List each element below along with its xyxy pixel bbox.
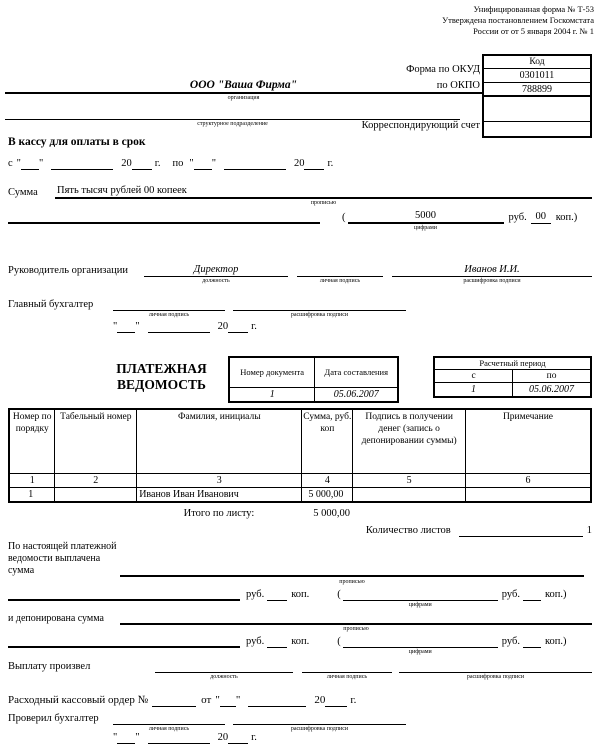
col-header-num: Номер по порядку: [9, 409, 55, 473]
paid-continuation-blank: [8, 588, 240, 601]
rub-label: руб.: [246, 589, 265, 600]
period-from-value: 1: [434, 382, 513, 397]
year-suffix: г.: [154, 158, 161, 169]
sum-figures-value: 5000: [348, 209, 504, 224]
year-suffix: г.: [350, 694, 357, 706]
signature-decryption-label: расшифровка подписи: [290, 312, 349, 318]
year-suffix: г.: [327, 158, 334, 169]
year-prefix: 20: [217, 321, 229, 332]
kop-label: коп.): [544, 589, 567, 600]
signature-decryption-label: расшифровка подписи: [290, 726, 349, 732]
signature-decryption-label: расшифровка подписи: [466, 674, 525, 680]
approval-line: России от от 5 января 2004 г. № 1: [473, 26, 594, 37]
signature-decryption-label: расшифровка подписи: [463, 278, 521, 284]
day-blank: [194, 157, 212, 170]
personal-signature-label: личная подпись: [148, 726, 190, 732]
paid-figures-field: [343, 588, 498, 608]
col-number: 2: [55, 473, 137, 487]
row-num: 1: [9, 487, 55, 502]
checked-name-blank: [233, 712, 406, 725]
in-words-label: прописью: [339, 579, 365, 585]
deposited-words-blank: [120, 612, 592, 625]
doc-number-label: Номер документа: [229, 357, 315, 387]
head-name-value: Иванов И.И.: [392, 263, 592, 277]
checked-name-field: [233, 712, 406, 732]
deposited-continuation-blank: [8, 635, 240, 648]
chief-date-line: [113, 320, 257, 333]
row-tabnum: [55, 487, 137, 502]
sheets-row: [8, 524, 592, 537]
corr-account-label: Корреспондирующий счет: [361, 120, 480, 131]
month-blank: [148, 731, 210, 744]
paid-figures-row: [8, 588, 567, 608]
quote-mark: ": [113, 321, 118, 332]
okud-label: Форма по ОКУД: [406, 64, 480, 75]
head-position-value: Директор: [144, 263, 288, 277]
performed-sign-field: [302, 660, 392, 680]
sum-words-row: [8, 184, 592, 206]
deposited-figures-field: [343, 635, 498, 655]
deposited-row: [8, 612, 592, 632]
approval-note: [442, 4, 594, 37]
sum-label: Сумма: [8, 187, 38, 198]
period-title: Расчетный период: [434, 357, 591, 369]
quote-mark: ": [16, 158, 21, 169]
kop-label: коп.): [544, 636, 567, 647]
rub-blank: [267, 588, 287, 601]
year-blank: [228, 731, 248, 744]
head-signature-row: [8, 263, 592, 284]
paid-words-blank: [120, 564, 584, 577]
month-blank: [51, 157, 113, 170]
table-header-row: [9, 409, 591, 473]
deposited-figures-blank: [343, 635, 498, 648]
sheets-blank: [459, 524, 583, 537]
organization-label: организация: [227, 95, 260, 101]
kassa-title: В кассу для оплаты в срок: [8, 136, 146, 148]
kop-blank: [523, 588, 541, 601]
checked-sign-field: [113, 712, 225, 732]
okpo-label: по ОКПО: [436, 80, 480, 91]
personal-signature-label: личная подпись: [326, 674, 368, 680]
sheets-label: Количество листов: [365, 525, 451, 536]
sum-figures-field: [348, 209, 504, 231]
quote-mark: ": [135, 732, 140, 743]
doc-date-label: Дата составления: [315, 357, 398, 387]
okud-value: 0301011: [484, 69, 590, 83]
year-prefix: 20: [314, 694, 326, 706]
from-label: с: [8, 158, 13, 169]
chief-accountant-label: Главный бухгалтер: [8, 299, 94, 310]
personal-signature-label: личная подпись: [148, 312, 190, 318]
head-sign-field: [297, 264, 383, 284]
paren-open: (: [337, 589, 341, 600]
code-header: Код: [484, 56, 590, 69]
subdivision-value: [5, 108, 460, 120]
kop-label: коп.): [555, 212, 578, 223]
okpo-value: 788899: [484, 83, 590, 97]
performed-label: Выплату произвел: [8, 661, 91, 672]
chief-sign-blank: [113, 298, 225, 311]
checked-date-line: [113, 731, 257, 744]
year-blank: [228, 320, 248, 333]
chief-sign-field: [113, 298, 225, 318]
col-header-note: Примечание: [465, 409, 591, 473]
total-value: 5 000,00: [313, 508, 350, 519]
period-from-label: с: [434, 369, 513, 382]
to-label: по: [172, 158, 184, 169]
kopeks-field: [531, 210, 551, 224]
rub-label: руб.: [501, 636, 520, 647]
year-suffix: г.: [251, 732, 257, 743]
kop-label: коп.: [291, 589, 310, 600]
performed-position-blank: [155, 660, 293, 673]
year-blank: [132, 157, 152, 170]
table-colnumber-row: [9, 473, 591, 487]
in-figures-label: цифрами: [408, 649, 432, 655]
doc-number-table: [228, 356, 399, 403]
col-number: 1: [9, 473, 55, 487]
code-box: [482, 54, 592, 138]
in-figures-label: цифрами: [408, 602, 432, 608]
kopeks-value: 00: [531, 210, 551, 224]
doc-date-value: 05.06.2007: [315, 387, 398, 402]
period-to-label: по: [513, 369, 591, 382]
col-header-sum: Сумма, руб. коп: [302, 409, 353, 473]
day-blank: [21, 157, 39, 170]
checked-row: [8, 712, 418, 732]
head-position-field: [144, 263, 288, 284]
head-label: Руководитель организации: [8, 265, 128, 276]
deposited-figures-row: [8, 635, 567, 655]
chief-accountant-row: [8, 298, 418, 318]
col-number: 4: [302, 473, 353, 487]
rub-blank: [267, 635, 287, 648]
col-number: 6: [465, 473, 591, 487]
kop-label: коп.: [291, 636, 310, 647]
row-note: [465, 487, 591, 502]
position-label: должность: [210, 674, 238, 680]
quote-mark: ": [211, 158, 216, 169]
rub-label: руб.: [501, 589, 520, 600]
in-figures-label: цифрами: [414, 225, 437, 231]
col-number: 5: [353, 473, 466, 487]
col-header-name: Фамилия, инициалы: [137, 409, 302, 473]
year-blank: [304, 157, 324, 170]
table-row: [9, 487, 591, 502]
deposited-words-field: [120, 612, 592, 632]
performed-name-field: [399, 660, 592, 680]
period-table: [433, 356, 592, 398]
corr-account-value: [484, 122, 590, 136]
checked-sign-blank: [113, 712, 225, 725]
row-name: Иванов Иван Иванович: [137, 487, 302, 502]
quote-mark: ": [113, 732, 118, 743]
quote-mark: ": [38, 158, 44, 169]
sheets-value: 1: [586, 525, 592, 536]
quote-mark: ": [235, 694, 241, 706]
ot-label: от: [201, 694, 212, 706]
year-suffix: г.: [251, 321, 257, 332]
organization-value: ООО "Ваша Фирма": [5, 78, 482, 94]
totals-row: [8, 507, 592, 520]
month-blank: [224, 157, 286, 170]
checked-label: Проверил бухгалтер: [8, 713, 99, 724]
approval-line: Утверждена постановлением Госкомстата: [442, 15, 594, 26]
payroll-table: [8, 408, 592, 503]
rub-label: руб.: [508, 212, 527, 223]
personal-signature-label: личная подпись: [319, 278, 361, 284]
month-blank: [248, 694, 306, 707]
sum-figures-row: [8, 209, 578, 231]
cash-order-row: [8, 694, 356, 707]
sum-words-field: [55, 184, 592, 206]
sum-continuation-blank: [8, 211, 320, 224]
head-sign-blank: [297, 264, 383, 277]
performed-row: [8, 660, 592, 680]
doc-number-value: 1: [229, 387, 315, 402]
year-prefix: 20: [121, 158, 132, 169]
head-name-field: [392, 263, 592, 284]
chief-name-field: [233, 298, 406, 318]
position-label: должность: [202, 278, 230, 284]
paren-open: (: [337, 636, 341, 647]
performed-name-blank: [399, 660, 592, 673]
year-prefix: 20: [217, 732, 229, 743]
kop-blank: [523, 635, 541, 648]
sheet-title: ПЛАТЕЖНАЯ ВЕДОМОСТЬ: [116, 361, 207, 393]
paid-label: По настоящей платежной ведомости выплачена сумма: [8, 541, 117, 576]
year-blank: [325, 694, 347, 707]
organization-field: [5, 78, 482, 101]
paid-figures-blank: [343, 588, 498, 601]
row-sum: 5 000,00: [302, 487, 353, 502]
total-label: Итого по листу:: [183, 508, 255, 519]
cash-order-label: Расходный кассовый ордер №: [8, 694, 149, 706]
performed-position-field: [155, 660, 293, 680]
day-blank: [220, 694, 236, 707]
col-header-tabnum: Табельный номер: [55, 409, 137, 473]
chief-name-blank: [233, 298, 406, 311]
day-blank: [117, 731, 135, 744]
day-blank: [117, 320, 135, 333]
subdivision-label: структурное подразделение: [197, 121, 268, 127]
subdivision-field: [5, 108, 460, 127]
year-prefix: 20: [293, 158, 305, 169]
quote-mark: ": [189, 158, 194, 169]
pay-period-line: [8, 157, 333, 170]
quote-mark: ": [215, 694, 220, 706]
quote-mark: ": [135, 321, 140, 332]
period-to-value: 05.06.2007: [513, 382, 591, 397]
order-number-blank: [152, 694, 196, 707]
deposited-label: и депонирована сумма: [8, 613, 104, 624]
code-empty-cell: [484, 97, 590, 122]
col-number: 3: [137, 473, 302, 487]
row-signature: [353, 487, 466, 502]
paren-open: (: [342, 212, 346, 223]
performed-sign-blank: [302, 660, 392, 673]
rub-label: руб.: [246, 636, 265, 647]
col-header-signature: Подпись в получении денег (запись о депонировании суммы): [353, 409, 466, 473]
in-words-label: прописью: [310, 200, 337, 206]
in-words-label: прописью: [343, 626, 369, 632]
approval-line: Унифицированная форма № Т-53: [473, 4, 594, 14]
month-blank: [148, 320, 210, 333]
sum-words-value: Пять тысяч рублей 00 копеек: [55, 184, 592, 199]
